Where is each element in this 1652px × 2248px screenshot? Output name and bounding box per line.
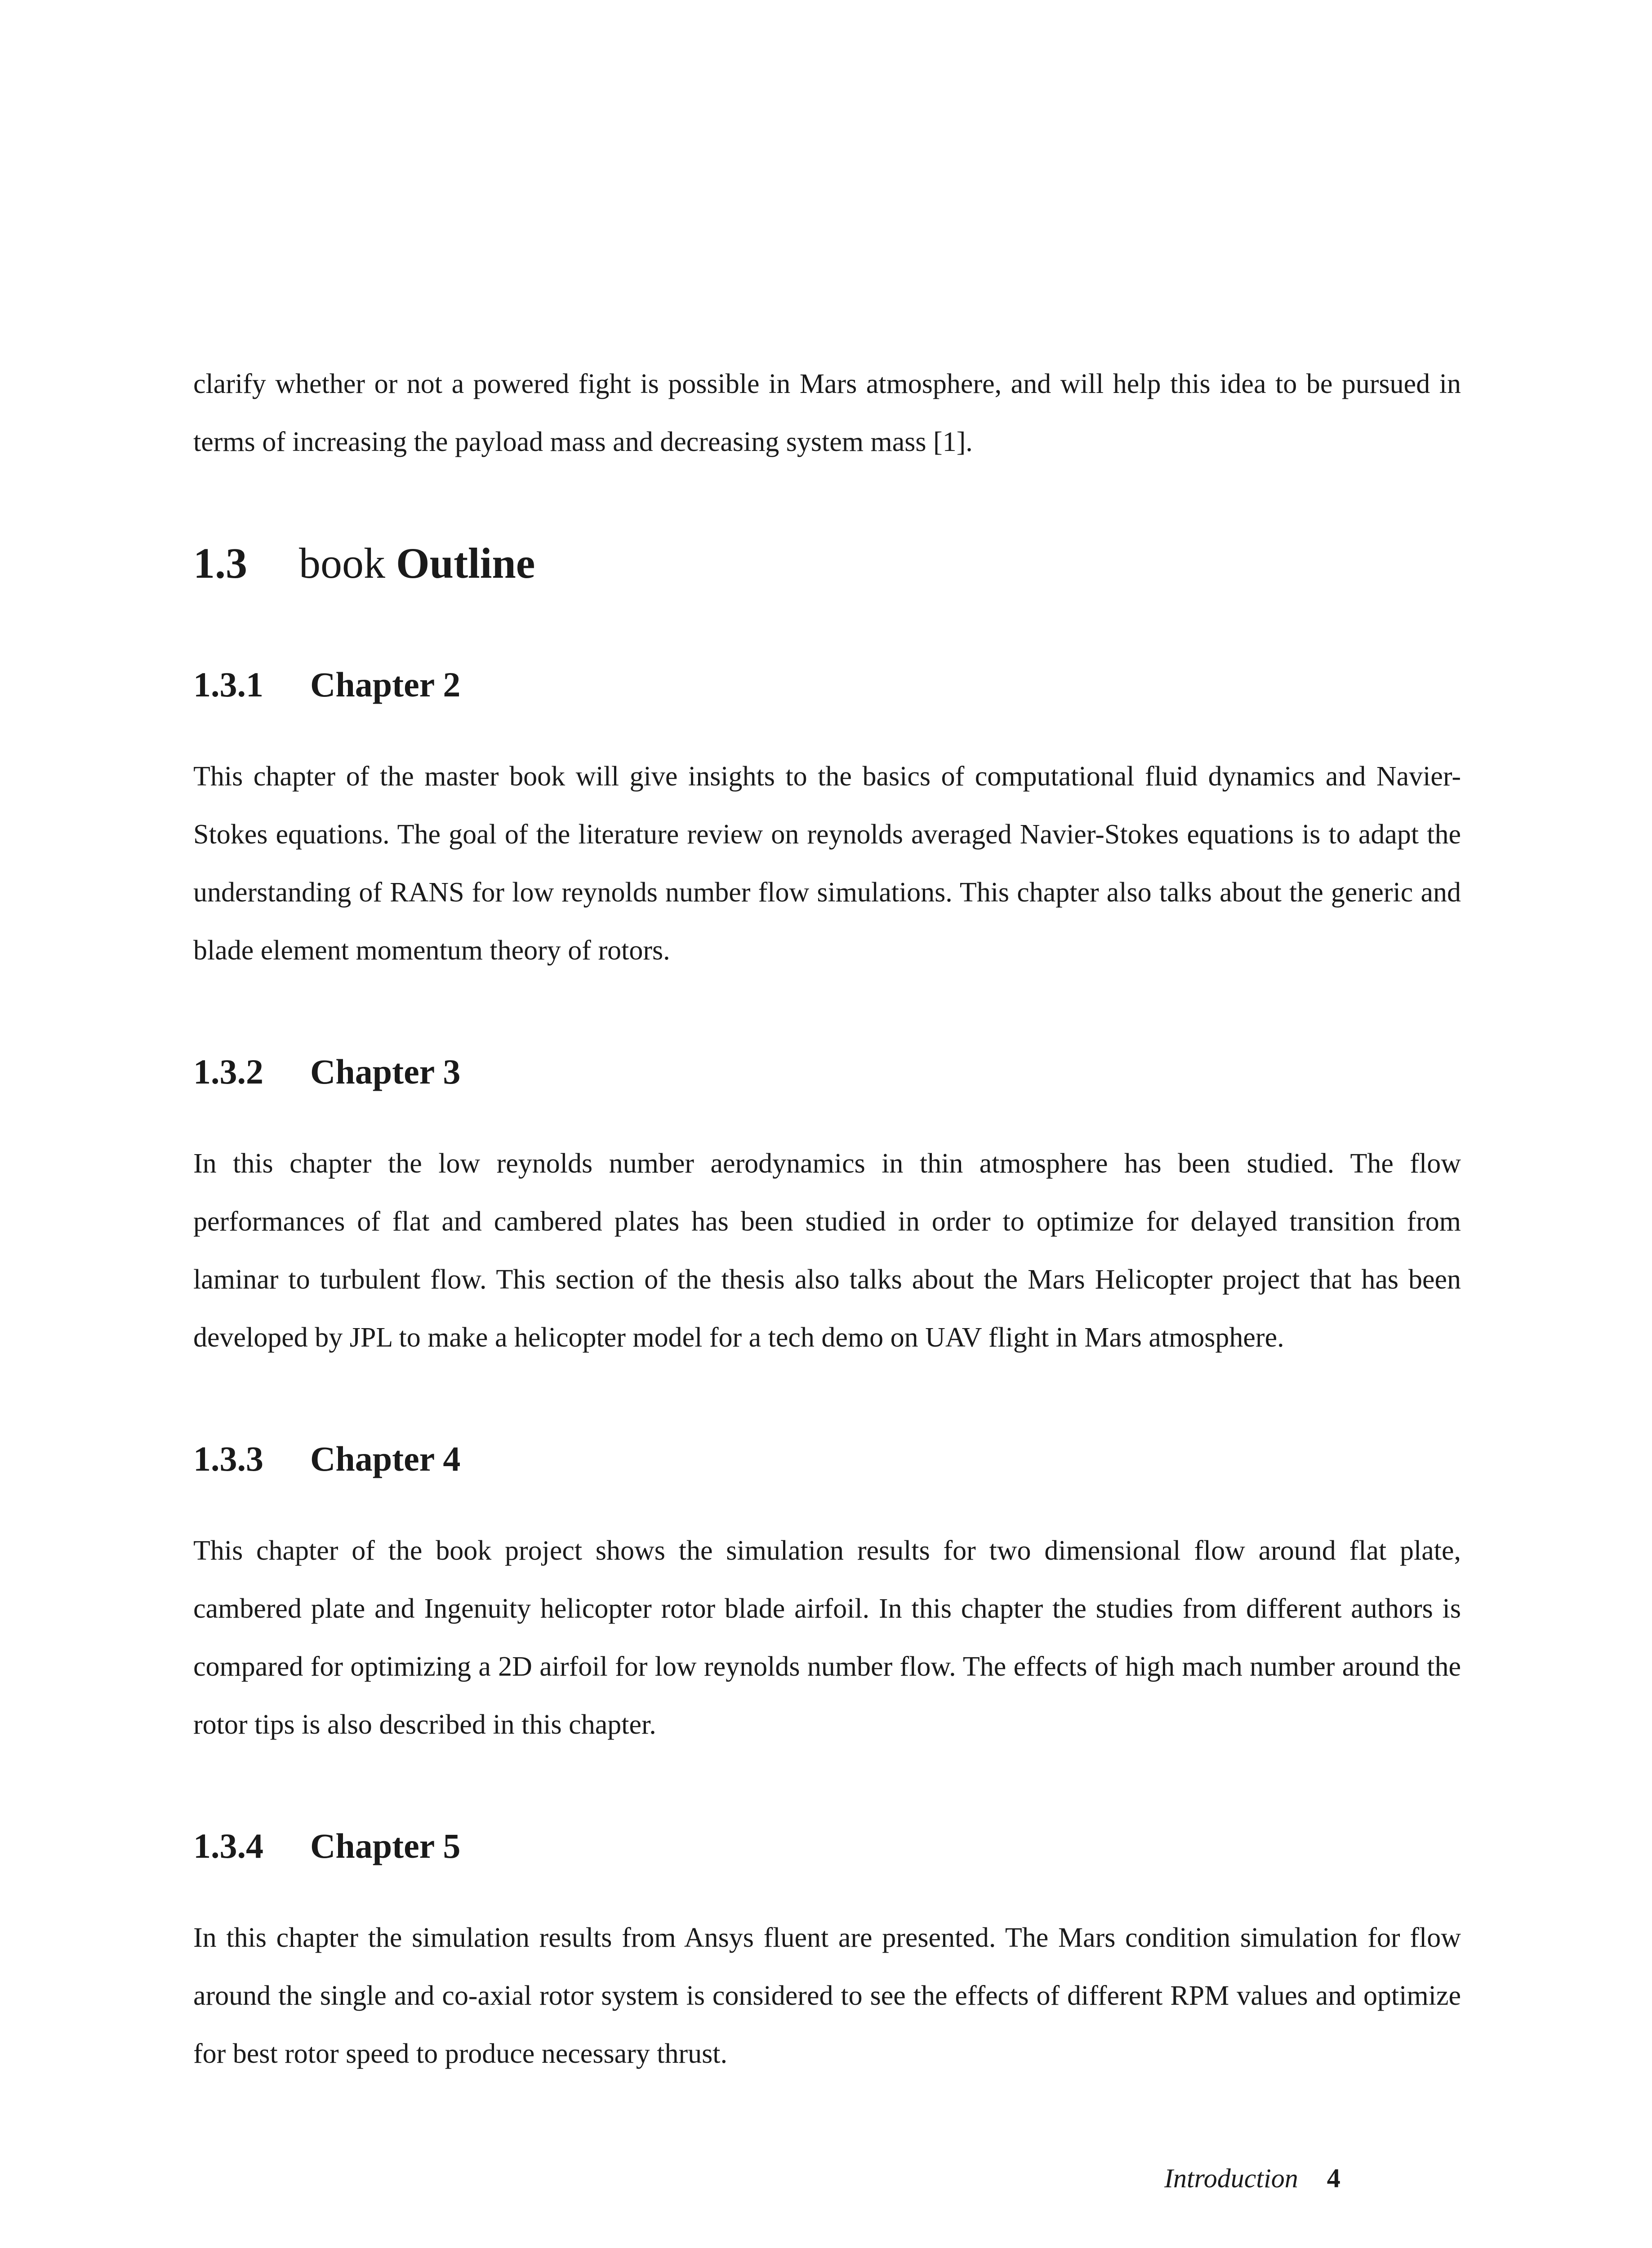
subsection-paragraph: In this chapter the low reynolds number aerodynamics in thin atmosphere has been studied. The flow performances of flat and cambered plates has been studied in order to optimize for delayed transition from laminar to turbulent flow. This section of the thesis also talks about the Mars Helicopter project that has been developed by JPL to make a helicopter model for a tech demo on UAV flight in Mars atmosphere.: [193, 1148, 1461, 1353]
subsection-heading: [193, 1826, 1461, 1866]
intro-paragraph: clarify whether or not a powered fight is possible in Mars atmosphere, and will help this idea to be pursued in terms of increasing the payload mass and decreasing system mass [1].: [193, 369, 1461, 457]
subsection-title: Chapter 3: [310, 1052, 461, 1091]
subsection-heading: [193, 665, 1461, 705]
section-title-bold: Outline: [396, 539, 535, 587]
subsection-title: Chapter 2: [310, 665, 461, 704]
section-number: 1.3: [193, 539, 247, 587]
subsection-paragraph: This chapter of the master book will give insights to the basics of computational fluid dynamics and Navier-Stokes equations. The goal of the literature review on reynolds averaged Navier-Stokes equations is to adapt the understanding of RANS for low reynolds number flow simulations. This chapter also talks about the generic and blade element momentum theory of rotors.: [193, 761, 1461, 966]
subsection-paragraph: In this chapter the simulation results from Ansys fluent are presented. The Mars condition simulation for flow around the single and co-axial rotor system is considered to see the effects of different RPM values and optimize for best rotor speed to produce necessary thrust.: [193, 1922, 1461, 2069]
section-heading: [193, 539, 1461, 588]
subsection-heading: [193, 1439, 1461, 1479]
subsection-title: Chapter 4: [310, 1439, 461, 1478]
subsection-number: 1.3.1: [193, 665, 263, 704]
subsection-number: 1.3.2: [193, 1052, 263, 1091]
page-footer: [1164, 2163, 1340, 2194]
subsection-paragraph: This chapter of the book project shows the simulation results for two dimensional flow around flat plate, cambered plate and Ingenuity helicopter rotor blade airfoil. In this chapter the studies from different authors is compared for optimizing a 2D airfoil for low reynolds number flow. The effects of high mach number around the rotor tips is also described in this chapter.: [193, 1535, 1461, 1740]
subsection-title: Chapter 5: [310, 1826, 461, 1865]
subsection-number: 1.3.3: [193, 1439, 263, 1478]
section-title-prefix: book: [299, 539, 385, 587]
subsection-heading: [193, 1052, 1461, 1092]
page-content: [193, 355, 1461, 2155]
footer-chapter-name: Introduction: [1164, 2163, 1298, 2193]
page-number: 4: [1327, 2163, 1340, 2193]
subsection-number: 1.3.4: [193, 1826, 263, 1865]
